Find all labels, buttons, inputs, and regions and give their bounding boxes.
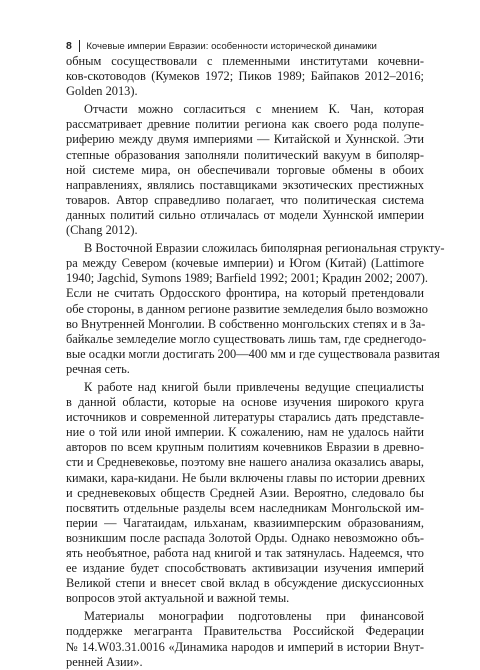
text-line: возникшим после распада Золотой Орды. Однако невозможно объ-	[66, 530, 424, 545]
text-line: Если не считать Ордосского фронтира, на который претендовали	[66, 286, 424, 301]
header-divider	[79, 40, 81, 52]
paragraph	[66, 609, 424, 669]
paragraph	[66, 241, 445, 377]
text-line: рассматривает древние политии региона как своего рода полупе-	[66, 117, 424, 132]
text-line: 1940; Jagchid, Symons 1989; Barfield 1992; 2001; Крадин 2002; 2007).	[66, 271, 429, 286]
text-line: обным сосуществовали с племенными институтами кочевни-	[66, 54, 424, 68]
paragraph	[66, 380, 424, 606]
running-header	[66, 40, 377, 52]
running-title: Кочевые империи Евразии: особенности исторической динамики	[86, 40, 377, 52]
text-line: Великой степи и внесет свой вклад в обсуждение дискуссионных	[66, 576, 424, 591]
text-line: ной системе мира, он обеспечивали торговые обмены в обоих	[66, 162, 424, 177]
text-line: данных политий сильно отличалась от модели Хуннской империи	[66, 207, 424, 222]
text-line: авторов по всем крупным политиям кочевников Евразии в древно-	[66, 440, 424, 455]
page-number: 8	[66, 40, 72, 52]
text-line: посвятить отдельные разделы всем наследникам Монгольской им-	[66, 500, 424, 515]
text-line: речная сеть.	[66, 361, 130, 376]
text-line: перии — Чагатаидам, ильханам, квазиимперским образованиям,	[66, 515, 424, 530]
text-line: Golden 2013).	[66, 84, 138, 99]
text-line: ние о той или иной империи. К сожалению, нам не удалось найти	[66, 425, 424, 440]
text-line: ее издание будет способствовать активизации изучения империй	[66, 561, 424, 576]
text-line: поддержке мегагранта Правительства Российской Федерации	[66, 624, 424, 639]
text-line: сти и Средневековье, поэтому вне нашего анализа оказались авары,	[66, 455, 424, 470]
text-line: ренней Азии».	[66, 654, 143, 669]
text-line: В Восточной Евразии сложилась биполярная региональная структу-	[84, 241, 445, 256]
text-line: ра между Севером (кочевые империи) и Югом (Китай) (Lattimore	[66, 256, 424, 271]
text-line: товаров. Автор справедливо полагает, что политическая система	[66, 192, 424, 207]
text-line: байкалье земледелие могло существовать лишь там, где среднегодо-	[66, 331, 427, 346]
text-line: в данной области, которые на основе изучения широкого круга	[66, 395, 424, 410]
text-line: вопросов этой актуальной и важной темы.	[66, 591, 290, 606]
text-line: № 14.W03.31.0016 «Динамика народов и империй в истории Внут-	[66, 639, 424, 654]
text-line: и средневековых обществ Средней Азии. Вероятно, следовало бы	[66, 485, 424, 500]
text-line: Материалы монографии подготовлены при финансовой	[84, 609, 424, 624]
paragraph	[66, 54, 424, 99]
text-line: ков-скотоводов (Кумеков 1972; Пиков 1989; Байпаков 2012–2016;	[66, 69, 424, 84]
paragraph	[66, 102, 424, 238]
text-line: ять необъятное, работа над книгой и так затянулась. Надеемся, что	[66, 546, 424, 560]
page-body	[66, 54, 445, 670]
text-line: степные образования заполняли политический вакуум в биполяр-	[66, 147, 424, 162]
text-line: направлениях, являлись поставщиками экзотических престижных	[66, 177, 424, 192]
text-line: вые осадки могли достигать 200—400 мм и где существовала развитая	[66, 346, 440, 361]
text-line: кимаки, кара-кидани. Не были включены главы по истории древних	[66, 470, 426, 485]
text-line: обе стороны, в данном регионе развитие земледелия было возможно	[66, 301, 428, 316]
text-line: риферию между двумя империями — Китайской и Хуннской. Эти	[66, 132, 424, 147]
text-line: Отчасти можно согласиться с мнением К. Чан, которая	[84, 102, 424, 117]
text-line: во Внутренней Монголии. В собственно монгольских степях и в За-	[66, 316, 426, 331]
text-line: источников и современной литературы старались дать представле-	[66, 410, 424, 425]
text-line: К работе над книгой были привлечены ведущие специалисты	[84, 379, 424, 394]
text-line: (Chang 2012).	[66, 223, 138, 238]
